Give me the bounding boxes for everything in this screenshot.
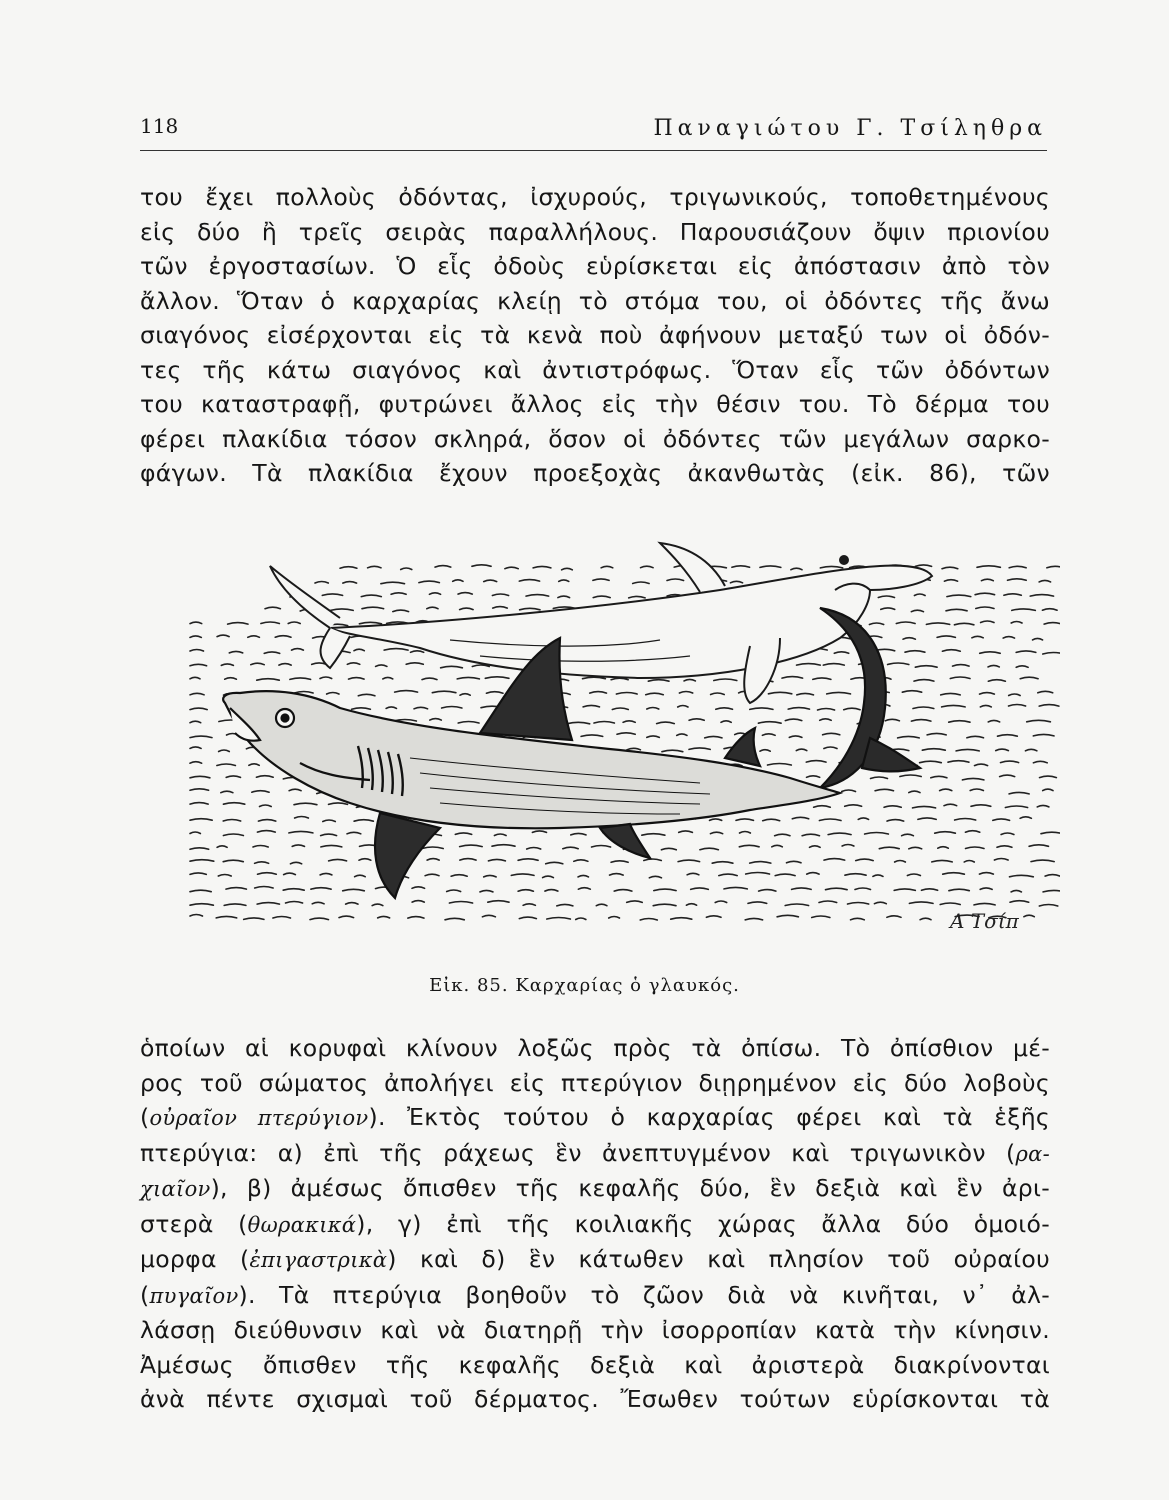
text-line: τῶν ἐργοστασίων. Ὁ εἷς ὀδοὺς εὑρίσκεται εἰς ἀπόστασιν ἀπὸ τὸν [140, 252, 1050, 280]
text-fragment: ). Τὰ πτερύγια βοηθοῦν τὸ ζῶον διὰ νὰ κινῆται, ν᾿ ἀλ- [238, 1280, 1050, 1309]
text-line: Ἀμέσως ὄπισθεν τῆς κεφαλῆς δεξιὰ καὶ ἀριστερὰ διακρίνονται [140, 1350, 1050, 1379]
text-line: ρος τοῦ σώματος ἀπολήγει εἰς πτερύγιον διῃρημένον εἰς δύο λοβοὺς [140, 1068, 1050, 1097]
term-caudal-fin: οὐραῖον πτερύγιον [149, 1106, 369, 1130]
text-line [140, 1136, 1050, 1172]
term-dorsal-fin: ρα- [1015, 1141, 1050, 1166]
text-line: ὁποίων αἱ κορυφαὶ κλίνουν λοξῶς πρὸς τὰ ὀπίσω. Τὸ ὀπίσθιον μέ- [140, 1034, 1050, 1062]
text-fragment: ), γ) ἐπὶ τῆς κοιλιακῆς χώρας ἄλλα δύο ὁμοιό- [356, 1209, 1051, 1238]
text-fragment: στερὰ ( [140, 1209, 248, 1238]
running-head: Παναγιώτου Γ. Τσίληθρα [653, 116, 1047, 141]
paragraph-bottom [140, 1031, 1050, 1417]
text-line [140, 1171, 1050, 1207]
shark-illustration [180, 528, 1060, 948]
term-anal-fin: πυγαῖον [149, 1283, 239, 1308]
term-pectoral-fins: θωρακικά [247, 1212, 357, 1237]
term-pelvic-fins: ἐπιγαστρικὰ [249, 1248, 388, 1272]
text-fragment: μορφα ( [140, 1245, 250, 1273]
text-fragment: πτερύγια: α) ἐπὶ τῆς ράχεως ἓν ἀνεπτυγμένον καὶ τριγωνικὸν ( [140, 1138, 1016, 1167]
text-fragment: ). Ἐκτὸς τούτου ὁ καρχαρίας φέρει καὶ τὰ ἑξῆς [368, 1103, 1050, 1131]
text-line: ἄλλον. Ὅταν ὁ καρχαρίας κλείῃ τὸ στόμα του, οἱ ὀδόντες τῆς ἄνω [140, 286, 1050, 315]
text-line: του ἔχει πολλοὺς ὀδόντας, ἰσχυρούς, τριγωνικούς, τοποθετημένους [140, 183, 1050, 211]
text-line: φάγων. Τὰ πλακίδια ἔχουν προεξοχὰς ἀκανθωτὰς (εἰκ. 86), τῶν [140, 459, 1050, 487]
text-line [140, 1100, 1050, 1136]
text-line [140, 1278, 1050, 1314]
page-header [140, 110, 1047, 151]
artist-signature: Α Τσίπ [950, 909, 1019, 933]
figure-caption: Εἰκ. 85. Καρχαρίας ὁ γλαυκός. [429, 975, 740, 996]
text-line: λάσσῃ διεύθυνσιν καὶ νὰ διατηρῇ τὴν ἰσορροπίαν κατὰ τὴν κίνησιν. [140, 1316, 1050, 1344]
text-line [140, 1242, 1050, 1278]
text-line [140, 1207, 1050, 1243]
text-line: εἰς δύο ἢ τρεῖς σειρὰς παραλλήλους. Παρουσιάζουν ὄψιν πριονίου [140, 217, 1050, 246]
text-fragment: ( [140, 1103, 150, 1131]
paragraph-top [140, 180, 1050, 491]
text-line: τες τῆς κάτω σιαγόνος καὶ ἀντιστρόφως. Ὅταν εἷς τῶν ὀδόντων [140, 355, 1050, 384]
text-fragment: ), β) ἀμέσως ὄπισθεν τῆς κεφαλῆς δύο, ἓν δεξιὰ καὶ ἓν ἀρι- [210, 1174, 1050, 1202]
text-line: ἀνὰ πέντε σχισμαὶ τοῦ δέρματος. Ἔσωθεν τούτων εὑρίσκονται τὰ [140, 1385, 1050, 1413]
page-number: 118 [140, 114, 179, 138]
text-line: του καταστραφῇ, φυτρώνει ἄλλος εἰς τὴν θέσιν του. Τὸ δέρμα του [140, 390, 1050, 418]
text-fragment: ) καὶ δ) ἓν κάτωθεν καὶ πλησίον τοῦ οὐραίου [387, 1245, 1050, 1273]
term-dorsal-fin-cont: χιαῖον [140, 1177, 211, 1201]
text-line: φέρει πλακίδια τόσον σκληρά, ὅσον οἱ ὀδόντες τῶν μεγάλων σαρκο- [140, 424, 1050, 453]
text-line: σιαγόνος εἰσέρχονται εἰς τὰ κενὰ ποὺ ἀφήνουν μεταξύ των οἱ ὀδόν- [140, 321, 1050, 349]
text-fragment: ( [140, 1280, 150, 1309]
